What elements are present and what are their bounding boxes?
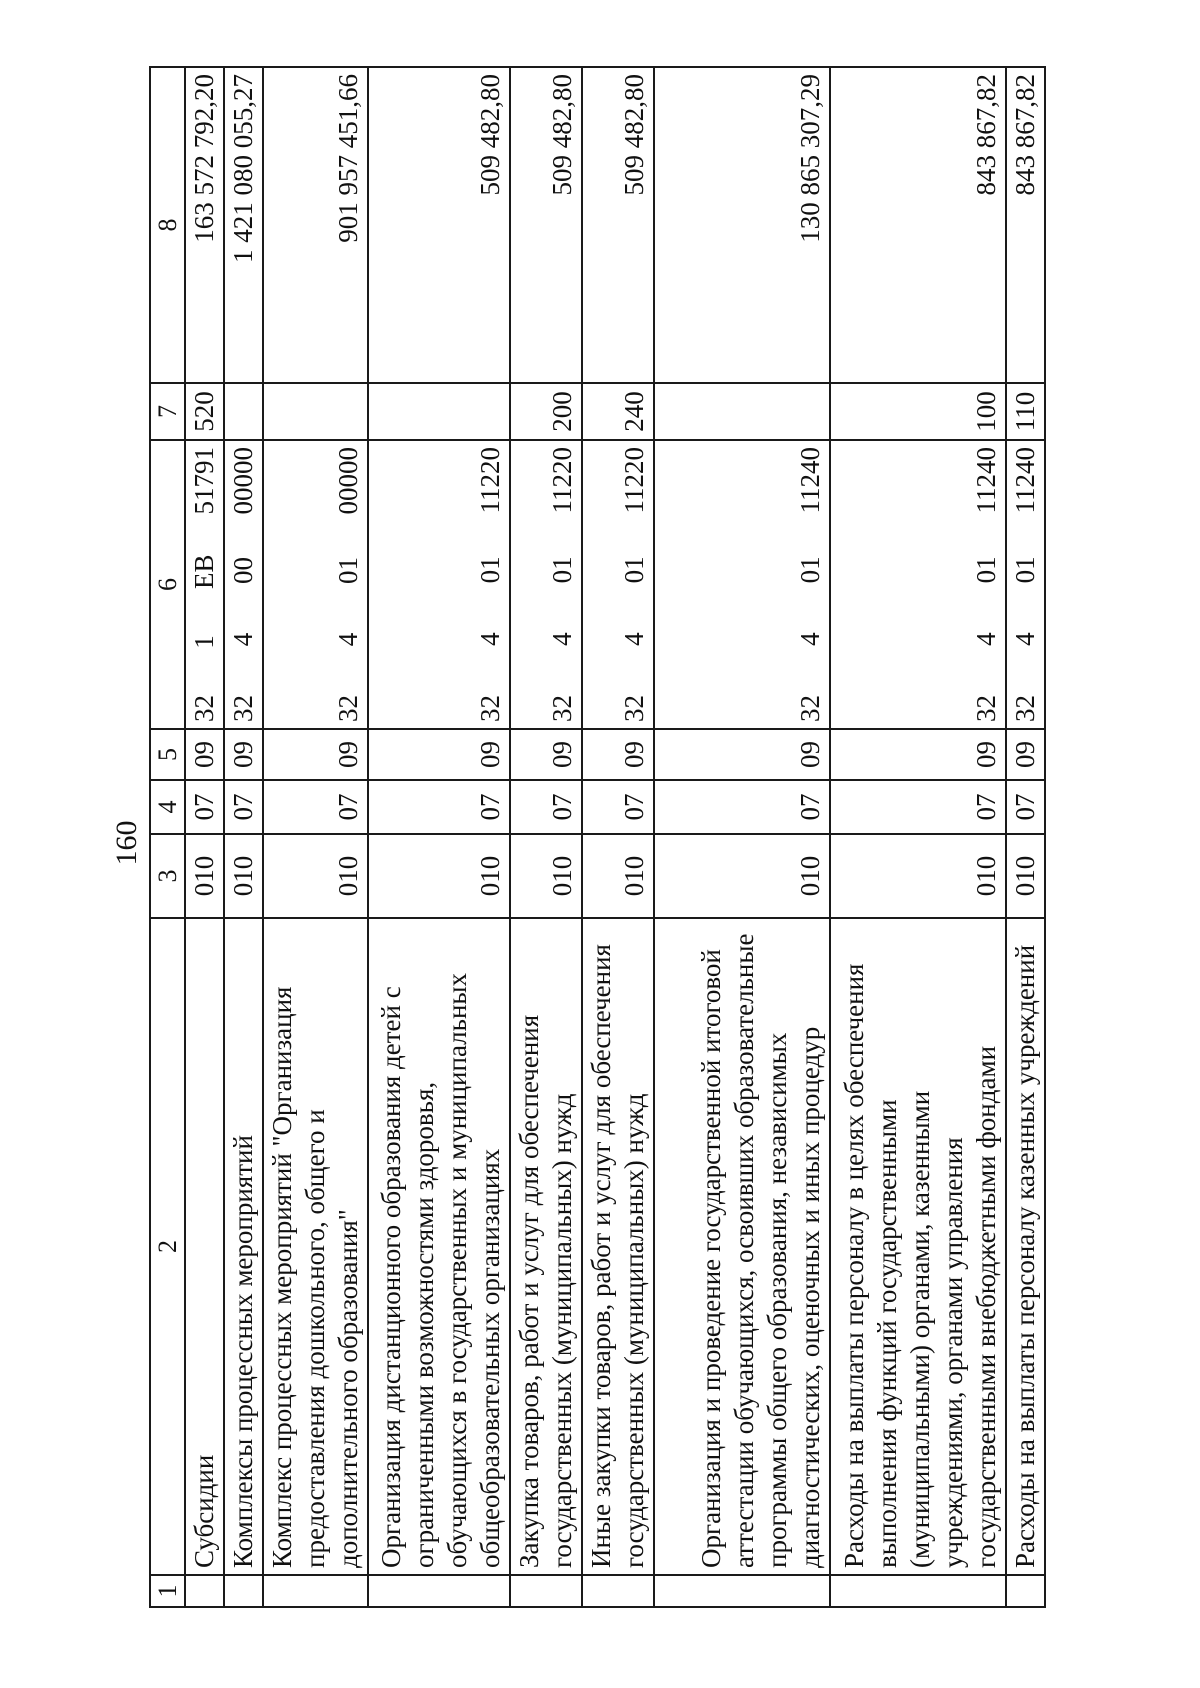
row-index-cell [368, 1575, 510, 1607]
csr-type-code: 4 [971, 632, 1001, 646]
target-item-code-cell [654, 440, 830, 729]
csr-project-code: 01 [1010, 556, 1040, 584]
expense-name-cell: Закупка товаров, работ и услуг для обеспечения государственных (муниципальных) нужд [510, 918, 582, 1575]
column-number-5: 5 [150, 729, 185, 780]
subsection-code-cell: 09 [654, 729, 830, 780]
section-code-cell: 07 [654, 780, 830, 834]
section-code-cell: 07 [224, 780, 263, 834]
section-code-cell: 07 [830, 780, 1006, 834]
amount-cell: 901 957 451,66 [263, 67, 368, 383]
csr-project-code: 01 [619, 556, 649, 584]
target-item-code-cell [510, 440, 582, 729]
table-row [224, 67, 263, 1607]
expense-type-code-cell [654, 383, 830, 440]
expense-type-code-cell: 200 [510, 383, 582, 440]
subsection-code-cell: 09 [185, 729, 224, 780]
csr-type-code: 4 [228, 632, 258, 647]
expense-type-code-cell [224, 383, 263, 440]
expense-type-code-cell: 100 [830, 383, 1006, 440]
csr-program-code: 32 [228, 695, 258, 722]
csr-direction-code: 11220 [475, 447, 505, 514]
section-code-cell: 07 [263, 780, 368, 834]
rotated-table-container [149, 68, 1200, 1608]
expense-name-cell: Расходы на выплаты персоналу в целях обеспечения выполнения функций государственными (муниципальными) органами, казенными учреждениями, органами управления государственными внебюджетными фондами [830, 918, 1006, 1575]
header-row [150, 67, 185, 1607]
expense-type-code-cell [368, 383, 510, 440]
column-number-1: 1 [150, 1575, 185, 1607]
subsection-code-cell: 09 [582, 729, 654, 780]
target-item-code-cell [1006, 440, 1045, 729]
csr-program-code: 32 [795, 695, 825, 722]
table-row [582, 67, 654, 1607]
column-number-7: 7 [150, 383, 185, 440]
csr-direction-code: 11220 [619, 447, 649, 514]
row-index-cell [224, 1575, 263, 1607]
grbs-code-cell: 010 [185, 834, 224, 918]
csr-type-code: 4 [619, 632, 649, 646]
subsection-code-cell: 09 [263, 729, 368, 780]
expense-name-cell: Расходы на выплаты персоналу казенных учреждений [1006, 918, 1045, 1575]
csr-program-code: 32 [475, 695, 505, 722]
grbs-code-cell: 010 [830, 834, 1006, 918]
subsection-code-cell: 09 [224, 729, 263, 780]
expense-type-code-cell [263, 383, 368, 440]
row-index-cell [263, 1575, 368, 1607]
amount-cell: 843 867,82 [1006, 67, 1045, 383]
amount-cell: 509 482,80 [582, 67, 654, 383]
subsection-code-cell: 09 [368, 729, 510, 780]
csr-program-code: 32 [189, 695, 219, 722]
expense-name-cell: Организация и проведение государственной итоговой аттестации обучающихся, освоивших образовательные программы общего образования, независимых диагностических, оценочных и иных процедур [654, 918, 830, 1575]
table-row [830, 67, 1006, 1607]
subsection-code-cell: 09 [510, 729, 582, 780]
subsection-code-cell: 09 [830, 729, 1006, 780]
csr-direction-code: 11240 [1010, 447, 1040, 514]
target-item-code-cell [224, 440, 263, 729]
amount-cell: 130 865 307,29 [654, 67, 830, 383]
amount-cell: 509 482,80 [368, 67, 510, 383]
expense-name-cell: Комплексы процессных мероприятий [224, 918, 263, 1575]
expense-type-code-cell: 520 [185, 383, 224, 440]
grbs-code-cell: 010 [654, 834, 830, 918]
csr-type-code: 1 [189, 635, 219, 649]
subsection-code-cell: 09 [1006, 729, 1045, 780]
csr-type-code: 4 [475, 632, 505, 646]
csr-project-code: 01 [971, 556, 1001, 584]
grbs-code-cell: 010 [582, 834, 654, 918]
column-number-4: 4 [150, 780, 185, 834]
amount-cell: 163 572 792,20 [185, 67, 224, 383]
amount-cell: 1 421 080 055,27 [224, 67, 263, 383]
section-code-cell: 07 [185, 780, 224, 834]
csr-project-code: 01 [333, 557, 363, 584]
csr-type-code: 4 [1010, 632, 1040, 646]
table-row [510, 67, 582, 1607]
csr-project-code: 01 [547, 556, 577, 584]
expense-name-cell: Организация дистанционного образования детей с ограниченными возможностями здоровья, обучающихся в государственных и муниципальных общеобразовательных организациях [368, 918, 510, 1575]
target-item-code-cell [582, 440, 654, 729]
table-frame [149, 68, 1200, 1608]
column-number-8: 8 [150, 67, 185, 383]
csr-project-code: 01 [475, 556, 505, 584]
csr-direction-code: 11240 [971, 447, 1001, 514]
grbs-code-cell: 010 [1006, 834, 1045, 918]
grbs-code-cell: 010 [368, 834, 510, 918]
section-code-cell: 07 [368, 780, 510, 834]
expense-name-cell: Иные закупки товаров, работ и услуг для обеспечения государственных (муниципальных) нужд [582, 918, 654, 1575]
table-row [1006, 67, 1045, 1607]
csr-program-code: 32 [619, 695, 649, 722]
table-row [654, 67, 830, 1607]
table-row [263, 67, 368, 1607]
csr-project-code: ЕВ [189, 554, 219, 590]
grbs-code-cell: 010 [510, 834, 582, 918]
csr-program-code: 32 [971, 695, 1001, 722]
csr-direction-code: 51791 [189, 447, 219, 515]
row-index-cell [654, 1575, 830, 1607]
target-item-code-cell [185, 440, 224, 729]
amount-cell: 843 867,82 [830, 67, 1006, 383]
csr-project-code: 00 [228, 557, 258, 584]
table-row [185, 67, 224, 1607]
csr-type-code: 4 [547, 632, 577, 646]
section-code-cell: 07 [582, 780, 654, 834]
csr-direction-code: 00000 [228, 447, 258, 515]
csr-type-code: 4 [333, 632, 363, 647]
csr-project-code: 01 [795, 556, 825, 584]
column-number-2: 2 [150, 918, 185, 1575]
target-item-code-cell [263, 440, 368, 729]
grbs-code-cell: 010 [224, 834, 263, 918]
row-index-cell [582, 1575, 654, 1607]
expense-type-code-cell: 110 [1006, 383, 1045, 440]
amount-cell: 509 482,80 [510, 67, 582, 383]
csr-program-code: 32 [1010, 695, 1040, 722]
section-code-cell: 07 [510, 780, 582, 834]
expense-name-cell: Субсидии [185, 918, 224, 1575]
expense-type-code-cell: 240 [582, 383, 654, 440]
csr-direction-code: 11240 [795, 447, 825, 514]
column-number-3: 3 [150, 834, 185, 918]
budget-table [149, 66, 1046, 1608]
csr-type-code: 4 [795, 632, 825, 646]
row-index-cell [1006, 1575, 1045, 1607]
grbs-code-cell: 010 [263, 834, 368, 918]
expense-name-cell: Комплекс процессных мероприятий "Организация предоставления дошкольного, общего и дополнительного образования" [263, 918, 368, 1575]
column-number-6: 6 [150, 440, 185, 729]
csr-program-code: 32 [333, 695, 363, 722]
table-row [368, 67, 510, 1607]
section-code-cell: 07 [1006, 780, 1045, 834]
target-item-code-cell [368, 440, 510, 729]
csr-direction-code: 00000 [333, 447, 363, 515]
row-index-cell [185, 1575, 224, 1607]
row-index-cell [830, 1575, 1006, 1607]
csr-direction-code: 11220 [547, 447, 577, 514]
csr-program-code: 32 [547, 695, 577, 722]
page-number: 160 [110, 820, 143, 866]
target-item-code-cell [830, 440, 1006, 729]
row-index-cell [510, 1575, 582, 1607]
